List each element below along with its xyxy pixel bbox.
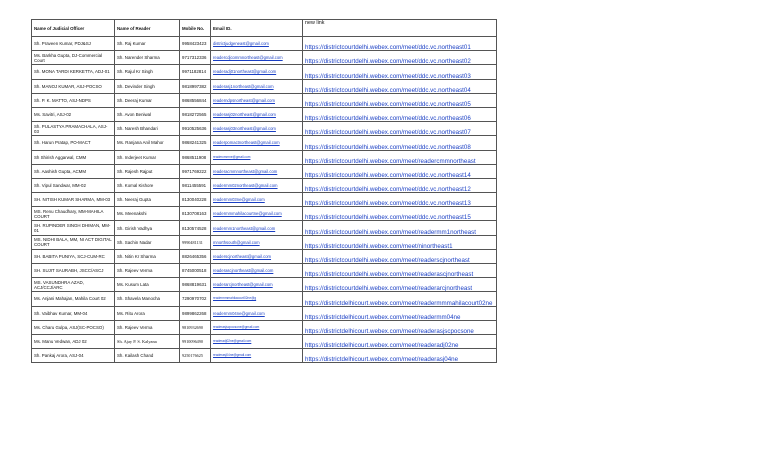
cell-reader: Sh. Komal Kishore bbox=[115, 178, 180, 192]
cell-mobile: 9868556844 bbox=[180, 93, 211, 107]
cell-mobile: 9990481131 bbox=[180, 235, 211, 249]
table-row bbox=[32, 150, 497, 164]
cell-mobile: 8130040228 bbox=[180, 193, 211, 207]
cell-email-link[interactable]: readermm1northeast@gmail.com bbox=[211, 221, 303, 235]
cell-email-link[interactable]: districtjudgeneast@gmail.com bbox=[211, 37, 303, 51]
cell-officer: Ms. Barkha Gupta, DJ-Commercial Court bbox=[32, 51, 115, 65]
cell-email-link[interactable]: readermm04ne@gmail.com bbox=[211, 306, 303, 320]
cell-email-link[interactable]: readerpomactnortheast@gmail.com bbox=[211, 136, 303, 150]
table-row bbox=[32, 122, 497, 136]
cell-reader: Ms. Ritu Arora bbox=[115, 306, 180, 320]
table-row bbox=[32, 193, 497, 207]
cell-webex-link[interactable]: https://districtcourtdelhi.webex.com/meet/ddc.vc.northeast06 bbox=[303, 107, 497, 121]
cell-officer: Sh. MONA TARDI KERKETTA, ADJ-01 bbox=[32, 65, 115, 79]
table-row bbox=[32, 79, 497, 93]
cell-reader: Sh. Devinder Singh bbox=[115, 79, 180, 93]
table-row bbox=[32, 306, 497, 320]
table-row bbox=[32, 37, 497, 51]
table-row bbox=[32, 278, 497, 292]
cell-reader: Sh. Deeraj Kumar bbox=[115, 93, 180, 107]
cell-email-link[interactable]: mnorthsouth@gmail.com bbox=[211, 235, 303, 249]
cell-mobile: 7290970702 bbox=[180, 292, 211, 306]
cell-mobile: 9818272565 bbox=[180, 107, 211, 121]
cell-email-link[interactable]: readercmmne@gmail.com bbox=[211, 150, 303, 164]
cell-officer: SH. BABITA PUNIYA, SCJ-CUM-RC bbox=[32, 249, 115, 263]
cell-reader: Sh. Nitin Kr Sharma bbox=[115, 249, 180, 263]
cell-reader: Sh. Naresh Bhandari bbox=[115, 122, 180, 136]
cell-reader: Sh. Rajul Kr Singh bbox=[115, 65, 180, 79]
cell-officer: SH. RUPINDER SINGH DHIMAN, MM-01 bbox=[32, 221, 115, 235]
cell-email-link[interactable]: readermmmahilacourtne@gmail.com bbox=[211, 207, 303, 221]
cell-officer: Ms. Manu Vedwan, ADJ 02 bbox=[32, 334, 115, 348]
cell-webex-link[interactable]: https://districtcourtdelhi.webex.com/meet/readercmmnortheast bbox=[303, 150, 497, 164]
cell-webex-link[interactable]: https://districtdelhicourt.webex.com/meet/readermmmahilacourt02ne bbox=[303, 292, 497, 306]
cell-email-link[interactable]: readerscjnortheast@gmail.com bbox=[211, 249, 303, 263]
cell-reader: Sh. Sachin Nadar bbox=[115, 235, 180, 249]
table-row bbox=[32, 292, 497, 306]
cell-mobile: 9958423423 bbox=[180, 37, 211, 51]
table-row bbox=[32, 65, 497, 79]
cell-webex-link[interactable]: https://districtcourtdelhi.webex.com/meet/ddc.vc.northeast05 bbox=[303, 93, 497, 107]
cell-webex-link[interactable]: https://districtcourtdelhi.webex.com/meet/ddc.vc.northeast08 bbox=[303, 136, 497, 150]
cell-email-link[interactable]: readeradj02ne@gmail.com bbox=[211, 334, 303, 348]
table-row bbox=[32, 320, 497, 334]
cell-reader: Sh. Narender Sharma bbox=[115, 51, 180, 65]
cell-reader: Ms. Meenakshi bbox=[115, 207, 180, 221]
cell-webex-link[interactable]: https://districtcourtdelhi.webex.com/meet/readermm1northeast bbox=[303, 221, 497, 235]
cell-officer: Sh Shirish Aggarwal, CMM bbox=[32, 150, 115, 164]
cell-officer: Sh. PULASTYA PRAMACHALA, ASJ-03 bbox=[32, 122, 115, 136]
cell-reader: Ms. Ranjana Anil Mahor bbox=[115, 136, 180, 150]
cell-webex-link[interactable]: https://districtcourtdelhi.webex.com/meet/ddc.vc.northeast01 bbox=[303, 37, 497, 51]
cell-officer: Sh. Vipul Sandwar, MM-02 bbox=[32, 178, 115, 192]
cell-webex-link[interactable]: https://districtcourtdelhi.webex.com/meet/ninortheast1 bbox=[303, 235, 497, 249]
cell-webex-link[interactable]: https://districtdelhicourt.webex.com/meet/readerasjscpocsone bbox=[303, 320, 497, 334]
table-row bbox=[32, 264, 497, 278]
cell-webex-link[interactable]: https://districtcourtdelhi.webex.com/meet/readerarcjnortheast bbox=[303, 278, 497, 292]
cell-webex-link[interactable]: https://districtcourtdelhi.webex.com/meet/ddc.vc.northeast03 bbox=[303, 65, 497, 79]
cell-mobile: 9868241325 bbox=[180, 136, 211, 150]
cell-reader: Sh. Raj Kumar bbox=[115, 37, 180, 51]
cell-officer: Sh. Aashish Gupta, ACMM bbox=[32, 164, 115, 178]
cell-officer: Ms. Charu Gulpa, ASJ(SC-POCSO) bbox=[32, 320, 115, 334]
cell-reader: Sh. Inderjeet Kumar bbox=[115, 150, 180, 164]
cell-email-link[interactable]: readerasj04ne@gmail.com bbox=[211, 349, 303, 363]
cell-mobile: 8130574528 bbox=[180, 221, 211, 235]
cell-email-link[interactable]: readercdjcommnortheast@gmail.com bbox=[211, 51, 303, 65]
table-row bbox=[32, 51, 497, 65]
cell-email-link[interactable]: readermmmahilacourt02ne@g bbox=[211, 292, 303, 306]
cell-reader: Sh. Rajesh Rajput bbox=[115, 164, 180, 178]
cell-email-link[interactable]: readerasj03northeast@gmail.com bbox=[211, 122, 303, 136]
cell-webex-link[interactable]: https://districtdelhicourt.webex.com/meet/readerasj04ne bbox=[303, 349, 497, 363]
officer-contact-sheet bbox=[31, 19, 497, 363]
table-row bbox=[32, 207, 497, 221]
officer-contact-table bbox=[31, 19, 497, 363]
table-row bbox=[32, 334, 497, 348]
cell-mobile: 9868819631 bbox=[180, 278, 211, 292]
cell-webex-link[interactable]: https://districtcourtdelhi.webex.com/meet/ddc.vc.northeast15 bbox=[303, 207, 497, 221]
cell-officer: SH. SUJIT SAURABH, JSCC/ASCJ bbox=[32, 264, 115, 278]
cell-mobile: 9910525636 bbox=[180, 122, 211, 136]
cell-mobile: 9910096490 bbox=[180, 334, 211, 348]
table-row bbox=[32, 93, 497, 107]
cell-mobile: 8745000518 bbox=[180, 264, 211, 278]
cell-email-link[interactable]: readerndpsnortheast@gmail.com bbox=[211, 93, 303, 107]
cell-mobile: 9971769222 bbox=[180, 164, 211, 178]
cell-officer: MS. Renu Chaudhary, MM-MAHILA COURT bbox=[32, 207, 115, 221]
cell-reader: Sh. Rajeev Verma bbox=[115, 264, 180, 278]
table-row bbox=[32, 349, 497, 363]
table-row bbox=[32, 249, 497, 263]
cell-officer: Sh. P. K. MATTO, ASJ-NDPS bbox=[32, 93, 115, 107]
cell-officer: Ms. Savitri, ASJ-02 bbox=[32, 107, 115, 121]
cell-webex-link[interactable]: https://districtdelhicourt.webex.com/meet/readeradj02ne bbox=[303, 334, 497, 348]
cell-mobile: 9818997382 bbox=[180, 79, 211, 93]
table-row bbox=[32, 136, 497, 150]
table-row bbox=[32, 164, 497, 178]
cell-mobile: 9899862268 bbox=[180, 306, 211, 320]
cell-mobile: 9971182814 bbox=[180, 65, 211, 79]
table-row bbox=[32, 107, 497, 121]
cell-reader: Sh. Girish Vadhya bbox=[115, 221, 180, 235]
cell-webex-link[interactable]: https://districtcourtdelhi.webex.com/meet/ddc.vc.northeast02 bbox=[303, 51, 497, 65]
cell-webex-link[interactable]: https://districtcourtdelhi.webex.com/meet/ddc.vc.northeast12 bbox=[303, 178, 497, 192]
table-row bbox=[32, 221, 497, 235]
cell-email-link[interactable]: readerasj1northeast@gmail.com bbox=[211, 79, 303, 93]
cell-officer: Sh. Harun Pratap, PO-MACT bbox=[32, 136, 115, 150]
cell-officer: MS. VASUNDHRA AZAD, ACJ/CCJ/ARC bbox=[32, 278, 115, 292]
header-mobile: Mobile No. bbox=[180, 20, 211, 37]
cell-mobile: 9868511908 bbox=[180, 150, 211, 164]
cell-email-link[interactable]: readermm02northeast@gmail.com bbox=[211, 178, 303, 192]
cell-reader: Sh. Neeraj Gupta bbox=[115, 193, 180, 207]
cell-webex-link[interactable]: https://districtcourtdelhi.webex.com/meet/readerascjnortheast bbox=[303, 264, 497, 278]
header-officer: Name of Judicial Officer bbox=[32, 20, 115, 37]
cell-mobile: 9250176625 bbox=[180, 349, 211, 363]
cell-reader: Sh. Kailash Chand bbox=[115, 349, 180, 363]
header-reader: Name of Reader bbox=[115, 20, 180, 37]
cell-officer: Sh. Pankaj Arora, ASJ-04 bbox=[32, 349, 115, 363]
cell-officer: SH. NITISH KUMAR SHARMA, MM-03 bbox=[32, 193, 115, 207]
cell-officer: MS. NIDHI BALA, MM, NI ACT DIGITAL COURT bbox=[32, 235, 115, 249]
table-row bbox=[32, 235, 497, 249]
cell-reader: Ms. Kusum Lata bbox=[115, 278, 180, 292]
cell-mobile: 8826465356 bbox=[180, 249, 211, 263]
cell-email-link[interactable]: readerascjnortheast@gmail.com bbox=[211, 264, 303, 278]
cell-officer: Sh. MANOJ KUMAR, ASJ-POCSO bbox=[32, 79, 115, 93]
cell-reader: Sh. Rajeev Verma bbox=[115, 320, 180, 334]
cell-email-link[interactable]: readeradj01northeast@gmail.com bbox=[211, 65, 303, 79]
cell-email-link[interactable]: readeracmmnortheast@gmail.com bbox=[211, 164, 303, 178]
cell-mobile: 9811455591 bbox=[180, 178, 211, 192]
cell-mobile: 9810932690 bbox=[180, 320, 211, 334]
cell-reader: Sh. Shavela Manocha bbox=[115, 292, 180, 306]
cell-webex-link[interactable]: https://districtdelhicourt.webex.com/meet/readermm04ne bbox=[303, 306, 497, 320]
table-row bbox=[32, 178, 497, 192]
cell-email-link[interactable]: readermm03ne@gmail.com bbox=[211, 193, 303, 207]
cell-mobile: 8130708163 bbox=[180, 207, 211, 221]
cell-officer: Sh. Praveen Kumar, PDJ&SJ bbox=[32, 37, 115, 51]
cell-webex-link[interactable]: https://districtcourtdelhi.webex.com/meet/readerscjnortheast bbox=[303, 249, 497, 263]
cell-mobile: 9717312336 bbox=[180, 51, 211, 65]
cell-email-link[interactable]: readerarcjnortheast@gmail.com bbox=[211, 278, 303, 292]
cell-webex-link[interactable]: https://districtcourtdelhi.webex.com/meet/ddc.vc.northeast14 bbox=[303, 164, 497, 178]
cell-email-link[interactable]: readerasj02northeast@gmail.com bbox=[211, 107, 303, 121]
header-email: Email ID. bbox=[211, 20, 303, 37]
cell-officer: Ms. Anjani Mahajan, Mahila Court 02 bbox=[32, 292, 115, 306]
header-link: new link bbox=[303, 20, 497, 37]
cell-webex-link[interactable]: https://districtcourtdelhi.webex.com/meet/ddc.vc.northeast04 bbox=[303, 79, 497, 93]
cell-officer: Sh. Vaibhav Kumar, MM-04 bbox=[32, 306, 115, 320]
table-body bbox=[32, 37, 497, 363]
table-header-row bbox=[32, 20, 497, 37]
cell-reader: Sh. Avon Beniwal bbox=[115, 107, 180, 121]
cell-email-link[interactable]: readerasjscpocsone@gmail.com bbox=[211, 320, 303, 334]
cell-webex-link[interactable]: https://districtcourtdelhi.webex.com/meet/ddc.vc.northeast13 bbox=[303, 193, 497, 207]
cell-reader: Sh. Ajay P. S. Kalyana bbox=[115, 334, 180, 348]
cell-webex-link[interactable]: https://districtcourtdelhi.webex.com/meet/ddc.vc.northeast07 bbox=[303, 122, 497, 136]
